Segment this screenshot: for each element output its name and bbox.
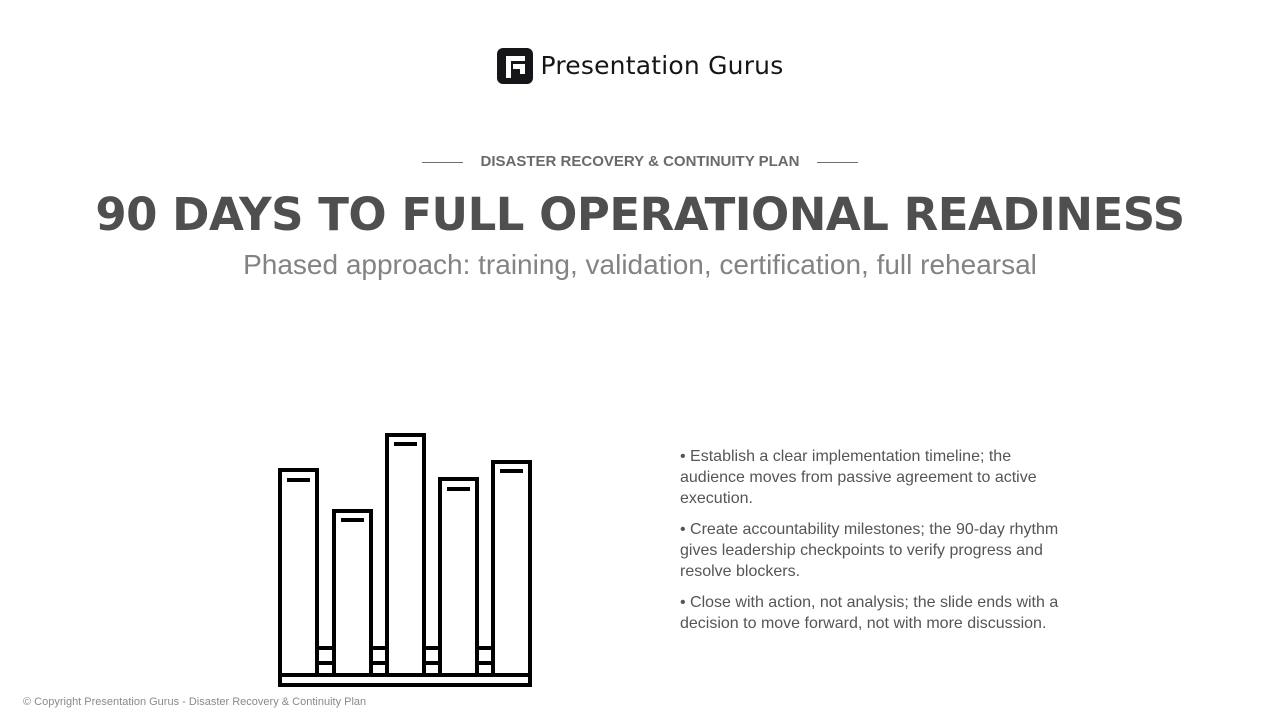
book-spines-icon <box>275 430 535 690</box>
slide-subtitle: Phased approach: training, validation, certification, full rehearsal <box>243 249 1037 280</box>
brand-logo <box>0 48 1280 84</box>
eyebrow-text: DISASTER RECOVERY & CONTINUITY PLAN <box>480 153 800 170</box>
eyebrow <box>0 152 1280 172</box>
eyebrow-line-right <box>817 162 858 163</box>
eyebrow-line-left <box>422 162 463 163</box>
bullet-item: • Close with action, not analysis; the slide ends with a decision to move forward, not with more discussion. <box>680 594 1059 632</box>
bullet-item: • Establish a clear implementation timeline; the audience moves from passive agreement to active execution. <box>680 448 1037 507</box>
footer-copyright: © Copyright Presentation Gurus - Disaster Recovery & Continuity Plan <box>23 696 367 708</box>
brand-name: Presentation Gurus <box>540 51 784 80</box>
slide-title: 90 DAYS TO FULL OPERATIONAL READINESS <box>95 188 1185 241</box>
bullet-item: • Create accountability milestones; the 90-day rhythm gives leadership checkpoints to verify progress and resolve blockers. <box>680 521 1059 580</box>
presentation-gurus-logo-icon <box>497 48 533 84</box>
bullet-list <box>680 446 1070 644</box>
